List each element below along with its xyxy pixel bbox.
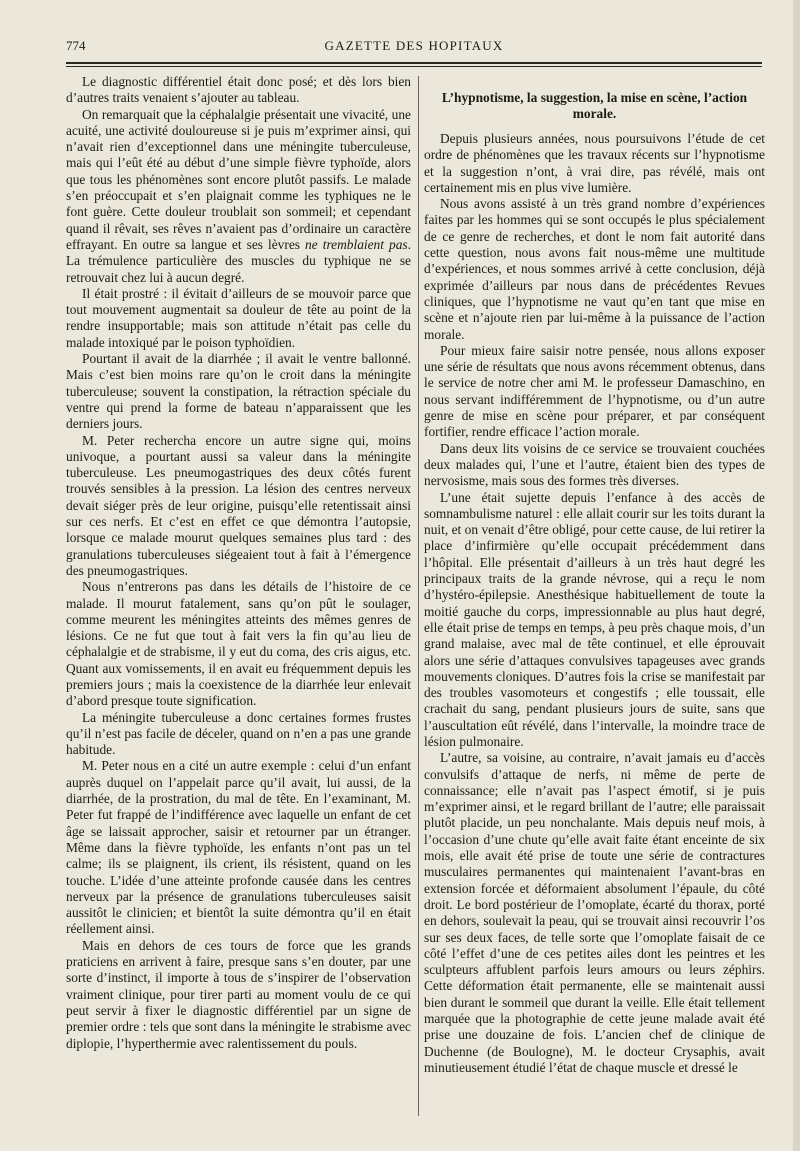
paragraph: Il était prostré : il évitait d’ailleurs de se mouvoir parce que tout mouvement augmentait sa douleur de tête au point de la rendre insupportable; mais son attitude n’était pas celle du malade intoxiqué par le poison typhoïdien. xyxy=(66,285,411,350)
right-column xyxy=(424,74,765,1076)
paragraph xyxy=(66,107,411,286)
paragraph-text: . La trémulence particulière des muscles du typhique ne se retrouvait chez lui à aucun degré. xyxy=(66,236,411,285)
paragraph-text: On remarquait que la céphalalgie présentait une vivacité, une acuité, une activité douloureuse si je puis m’exprimer ainsi, qui n’avait rien d’exceptionnel dans une méningite tuberculeuse, mais qui l’eût été au début d’une simple fièvre typhoïde, alors que tous les phénomènes sont encore plutôt passifs. Le malade s’en préoccupait et s’en plaignait comme les typhiques ne le font guère. Cette douleur troublait son sommeil; et cependant quand il rêvait, ses rêves n’avaient pas d’ordinaire un caractère effrayant. En outre sa langue et ses lèvres xyxy=(66,106,411,252)
paragraph: Depuis plusieurs années, nous poursuivons l’étude de cet ordre de phénomènes que les travaux récents sur l’hypnotisme et la suggestion n’ont, à vrai dire, pas révélé, mais ont certainement mis en plus vive lumière. xyxy=(424,131,765,195)
paragraph: M. Peter rechercha encore un autre signe qui, moins univoque, a pourtant aussi sa valeur dans la méningite tuberculeuse. Les pneumogastriques des deux côtés furent trouvés sensibles à la pression. La lésion des centres nerveux devait siéger près de leur origine, puisqu’elle retentissait ainsi sur ces nerfs. Et c’est en effet ce que démontra l’autopsie, lorsque ce malade mourut quelques semaines plus tard : des granulations tuberculeuses siégeaient tout à fait à l’émergence des pneumogastriques. xyxy=(66,432,411,578)
paragraph: Mais en dehors de ces tours de force que les grands praticiens en arrivent à faire, presque sans s’en douter, par une sorte d’instinct, il importe à tous de s’inspirer de l’observation vraiment clinique, pour tirer parti au moment voulu de ce qui peut servir à fixer le diagnostic différentiel par un signe de premier ordre : tels que sont dans la méningite le strabisme avec diplopie, l’hyperthermie avec ralentissement du pouls. xyxy=(66,937,411,1051)
paragraph: L’autre, sa voisine, au contraire, n’avait jamais eu d’accès convulsifs d’attaque de nerfs, ni même de perte de connaissance; elle n’avait pas l’aspect émotif, si je puis m’exprimer ainsi, et le regard brillant de l’autre; elle paraissait plutôt placide, un peu nonchalante. Mais depuis neuf mois, à l’occasion d’une chute qu’elle avait faite étant enceinte de six mois, elle avait été prise de toute une série de contractures musculaires permanentes qui maintenaient l’avant-bras en extension forcée et déformaient absolument l’épaule, du côté droit. Le bord postérieur de l’omoplate, écarté du thorax, porté en dehors, soulevait la peau, qui se trouvait ainsi recouvrir l’os sur ses deux faces, de telle sorte que l’omoplate faisait de ce côté l’effet d’une de ces petites ailes dont les peintres et les sculpteurs affublent parfois leurs amours ou leurs zéphirs. Cette déformation était permanente, elle se maintenait aussi bien durant le sommeil que durant la veille. Elle était tellement marquée que la photographie de cette jeune malade avait été prise une douzaine de fois. L’ancien chef de clinique de Duchenne (de Boulogne), M. le docteur Crysaphis, avait minutieusement étudié l’état de chaque muscle et dressé le xyxy=(424,750,765,1075)
paragraph: L’une était sujette depuis l’enfance à des accès de somnambulisme naturel : elle allait courir sur les toits durant la nuit, et on venait d’être obligé, pour cette cause, de lui retirer la place d’infirmière qu’elle occupait précédemment dans l’hôpital. Elle présentait d’ailleurs à un très haut degré les principaux traits de la grande névrose, qui a reçu le nom d’hystéro-épilepsie. Anesthésique habituellement de toute la moitié gauche du corps, impressionnable au plus haut degré, elle était prise de temps en temps, à peu près chaque mois, d’un grand malaise, avec mal de tête continuel, et elle éprouvait alors une série d’attaques convulsives tapageuses avec grands mouvements cloniques. D’autres fois la crise se manifestait par des troubles vasomoteurs et congestifs ; elle toussait, elle crachait du sang, pendant plusieurs jours de suite, sans que l’auscultation eût révélé, dans l’intervalle, la moindre trace de lésion pulmonaire. xyxy=(424,489,765,749)
paragraph: La méningite tuberculeuse a donc certaines formes frustes qu’il n’est pas facile de déceler, quand on n’en a pas une grande habitude. xyxy=(66,709,411,758)
page-edge-shadow xyxy=(793,0,800,1151)
journal-title: GAZETTE DES HOPITAUX xyxy=(324,38,504,53)
paragraph: Nous n’entrerons pas dans les détails de l’histoire de ce malade. Il mourut fatalement, sans qu’on pût le soulager, comme meurent les méningites atteints des mêmes genres de lésions. Ce ne fut que tout à fait vers la fin qu’au lieu de céphalalgie et de strabisme, il y eut du coma, des cris aigus, etc. Quant aux vomissements, il en avait eu fréquemment depuis les premiers jours ; mais la coexistence de la diarrhée leur enlevait d’abord presque toute signification. xyxy=(66,579,411,709)
paragraph: Dans deux lits voisins de ce service se trouvaient couchées deux malades qui, l’une et l’autre, étaient bien des types de nervosisme, mais sous des formes très diverses. xyxy=(424,440,765,489)
paragraph: Nous avons assisté à un très grand nombre d’expériences faites par les hommes qui se sont occupés le plus spécialement de ce genre de recherches, et dont le nom fait autorité dans cette question, nous avons fait nous-même une multitude d’expériences, et nous sommes arrivé à cette conclusion, déjà exprimée d’ailleurs par nous dans de précédentes Revues cliniques, que l’hypnotisme ne vaut qu’en tant que mise en scène et n’ajoute rien par lui-même à la puissance de l’action morale. xyxy=(424,196,765,342)
left-column xyxy=(66,74,411,1052)
page-number: 774 xyxy=(66,38,86,53)
paragraph: Le diagnostic différentiel était donc posé; et dès lors bien d’autres traits venaient s’ajouter au tableau. xyxy=(66,74,411,106)
paragraph: M. Peter nous en a cité un autre exemple : celui d’un enfant auprès duquel on l’appelait parce qu’il avait, lui aussi, de la diarrhée, de la prostration, du mal de tête. En l’examinant, M. Peter fut frappé de l’indifférence avec laquelle un enfant de cet âge se laissait approcher, saisir et retourner par un étranger. Même dans la fièvre typhoïde, les enfants n’ont pas un tel calme; ils se plaignent, ils crient, ils résistent, quand on les touche. L’idée d’une atteinte profonde causée dans les centres nerveux par la présence de granulations tuberculeuses saisit aussitôt le clinicien; et bientôt la suite démontra qu’il en était réellement ainsi. xyxy=(66,758,411,937)
paragraph: Pour mieux faire saisir notre pensée, nous allons exposer une série de résultats que nous avons récemment obtenus, dans le service de notre cher ami M. le professeur Damaschino, en nous servant indifféremment de l’hypnotisme, ou d’un autre genre de mise en scène pour préparer, et par conséquent fortifier, rendre efficace l’action morale. xyxy=(424,342,765,440)
italic-phrase: ne tremblaient pas xyxy=(305,236,408,252)
header-rule xyxy=(66,62,762,64)
header-rule-thin xyxy=(66,66,762,67)
running-head xyxy=(66,38,762,58)
column-divider xyxy=(418,76,419,1116)
section-title: L’hypnotisme, la suggestion, la mise en scène, l’action morale. xyxy=(441,90,748,121)
paragraph: Pourtant il avait de la diarrhée ; il avait le ventre ballonné. Mais c’est bien moins rare qu’on le croit dans la méningite tuberculeuse; souvent la constipation, la rétraction spéciale du ventre qui prend la forme de bateau n’apparaissent que les derniers jours. xyxy=(66,351,411,432)
